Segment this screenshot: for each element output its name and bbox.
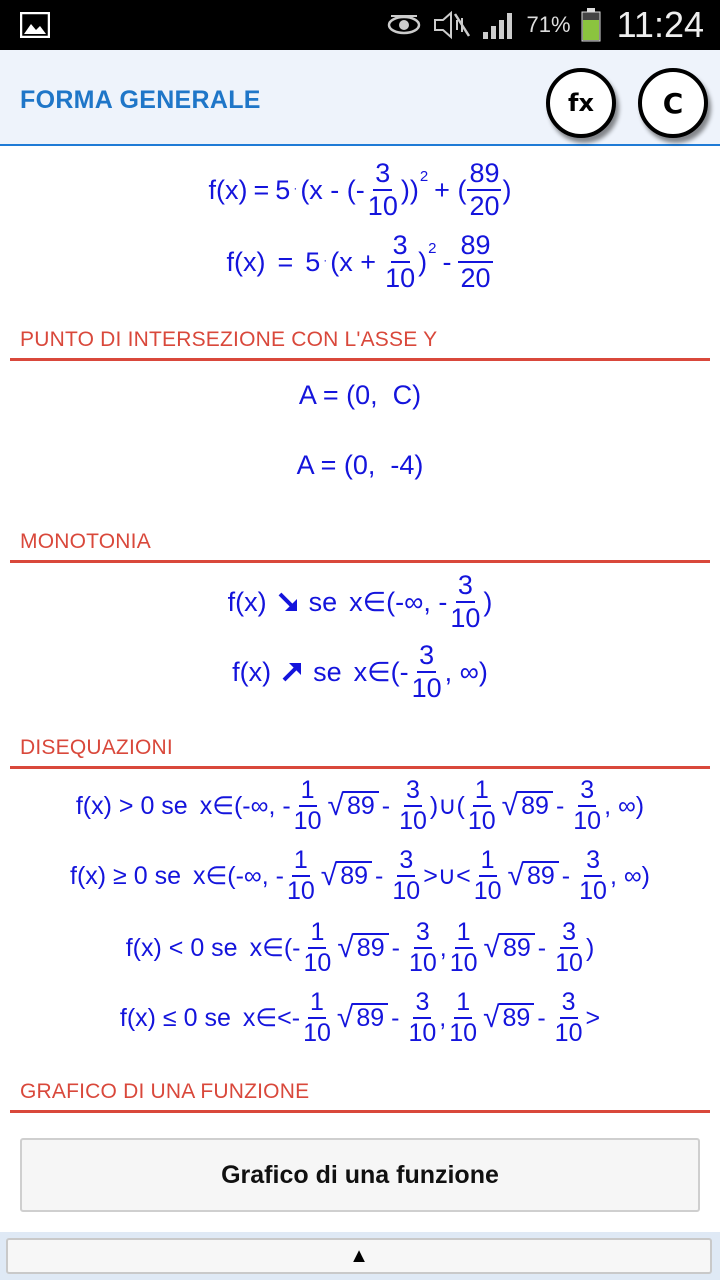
monotonia-increasing: f(x) se x∈(- $\frac{3}{10}$ , ∞)	[232, 640, 488, 703]
fraction: $\frac{3}{10}$	[411, 640, 442, 703]
fraction: $\frac{3}{10}$	[408, 988, 437, 1047]
fraction: $\frac{1}{10}$	[467, 776, 496, 835]
inequality-greater-equal: f(x) ≥ 0 se x∈(-∞, - $\frac{1}{10}$ √ 89 - $\frac{3}{10}$ > ∪< $\frac{1}{10}$ √ 89 - $\frac{3}{10}$ , ∞)	[70, 846, 650, 905]
section-monotonia	[20, 524, 710, 564]
fraction: $\frac{1}{10}$	[473, 846, 502, 905]
expand-panel-button[interactable]	[6, 1238, 712, 1274]
section-divider	[10, 766, 710, 769]
section-divider	[10, 560, 710, 563]
battery-icon	[581, 8, 601, 42]
gallery-notification-icon	[20, 12, 50, 38]
battery-percent: 71%	[526, 12, 571, 37]
section-y-intercept	[20, 322, 710, 362]
bottom-bar	[0, 1232, 720, 1280]
y-intercept-value: A = (0, -4)	[296, 450, 424, 480]
section-divider	[10, 1110, 710, 1113]
fraction: $\frac{3}{10}$	[450, 570, 481, 633]
mute-icon	[431, 10, 471, 40]
fraction: $\frac{1}{10}$	[449, 918, 478, 977]
graph-function-button[interactable]: Grafico di una funzione	[20, 1138, 700, 1212]
section-title: GRAFICO DI UNA FUNZIONE	[20, 1080, 310, 1103]
fraction: $\frac{3}{10}$	[573, 776, 602, 835]
triangle-up-icon: ▲	[349, 1244, 369, 1267]
arrow-up-right-icon	[281, 661, 303, 683]
inequality-less: f(x) < 0 se x∈(- $\frac{1}{10}$ √ 89 - $\frac{3}{10}$ , $\frac{1}{10}$ √ 89 - $\frac{3}{10}$ )	[125, 918, 595, 977]
section-title: DISEQUAZIONI	[20, 736, 173, 759]
fraction: $\frac{3}{10}$	[385, 230, 416, 293]
fraction: $\frac{3}{10}$	[554, 988, 583, 1047]
square-root: √ 89	[508, 861, 559, 891]
clock: 11:24	[616, 4, 704, 45]
square-root: √ 89	[502, 791, 553, 821]
fraction: $\frac{1}{10}$	[286, 846, 315, 905]
general-form-line-2: f(x) = 5 · (x + $\frac{3}{10}$ ) 2 - $\frac{89}{20}$	[226, 230, 491, 293]
fraction: $\frac{1}{10}$	[293, 776, 322, 835]
fraction: $\frac{89}{20}$	[469, 158, 500, 221]
arrow-down-right-icon	[277, 591, 299, 613]
square-root: √ 89	[337, 1003, 388, 1033]
content	[0, 148, 720, 1228]
square-root: √ 89	[337, 933, 388, 963]
section-title: MONOTONIA	[20, 530, 151, 553]
monotonia-decreasing: f(x) se x∈(-∞, - $\frac{3}{10}$ )	[227, 570, 493, 633]
fx-button[interactable]: fx	[546, 68, 616, 138]
signal-strength-icon	[481, 10, 517, 40]
inequality-greater: f(x) > 0 se x∈(-∞, - $\frac{1}{10}$ √ 89 - $\frac{3}{10}$ ) ∪( $\frac{1}{10}$ √ 89 - $\frac{3}{10}$ , ∞)	[75, 776, 645, 835]
general-form-line-1: f(x) = 5 · (x - ( - $\frac{3}{10}$ )) 2 + ( $\frac{89}{20}$ )	[208, 158, 512, 221]
fraction: $\frac{1}{10}$	[303, 988, 331, 1047]
fraction: $\frac{3}{10}$	[408, 918, 437, 977]
page-title: FORMA GENERALE	[20, 86, 261, 114]
fraction: $\frac{1}{10}$	[303, 918, 332, 977]
y-intercept-symbolic: A = (0, C)	[298, 380, 422, 410]
fraction: $\frac{3}{10}$	[392, 846, 421, 905]
section-grafico	[20, 1074, 710, 1114]
fraction: $\frac{3}{10}$	[367, 158, 398, 221]
square-root: √ 89	[483, 1003, 534, 1033]
square-root: √ 89	[327, 791, 378, 821]
section-divider	[10, 358, 710, 361]
fraction: $\frac{3}{10}$	[399, 776, 427, 835]
inequality-less-equal: f(x) ≤ 0 se x∈<- $\frac{1}{10}$ √ 89 - $\frac{3}{10}$ , $\frac{1}{10}$ √ 89 - $\frac{3}{10}$ >	[119, 988, 601, 1047]
section-disequazioni	[20, 730, 710, 770]
fraction: $\frac{3}{10}$	[579, 846, 607, 905]
section-title: PUNTO DI INTERSEZIONE CON L'ASSE Y	[20, 328, 438, 351]
app-header	[0, 50, 720, 146]
fraction: $\frac{3}{10}$	[555, 918, 583, 977]
clear-button[interactable]: C	[638, 68, 708, 138]
status-bar	[0, 0, 720, 50]
square-root: √ 89	[321, 861, 372, 891]
smart-stay-eye-icon	[387, 13, 421, 37]
fraction: $\frac{1}{10}$	[449, 988, 478, 1047]
fraction: $\frac{89}{20}$	[460, 230, 491, 293]
square-root: √ 89	[484, 933, 535, 963]
